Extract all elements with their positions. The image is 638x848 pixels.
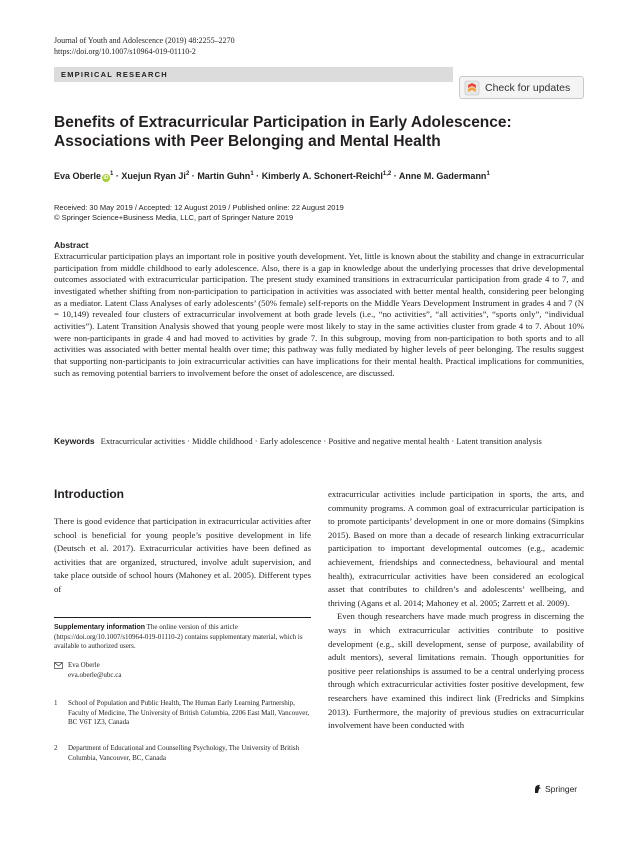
- title-line-1: Benefits of Extracurricular Participation in Early Adolescence:: [54, 114, 512, 131]
- author-name[interactable]: Kimberly A. Schonert-Reichl: [261, 171, 383, 181]
- article-title: [54, 113, 594, 151]
- abstract-heading: Abstract: [54, 240, 89, 250]
- intro-paragraph: extracurricular activities include participation in sports, the arts, and community programs. A common goal of extracurricular participation is to promote participants’ development in one or more domains (Simpkins 2015). Based on more than a decade of research linking extracurricular participation to important developmental outcomes (e.g., academic achievement, friendships and connectedness, behavioural and mental health), extracurricular activities have been considered an ecological asset that contributes to children’s and adolescents’ wellbeing, and thriving (Agans et al. 2014; Mahoney et al. 2005; Zarrett et al. 2009).: [328, 489, 584, 608]
- doi-link[interactable]: https://doi.org/10.1007/s10964-019-01110-2: [54, 47, 196, 56]
- check-for-updates-button[interactable]: [459, 76, 584, 99]
- introduction-heading: Introduction: [54, 487, 124, 501]
- author-separator: ·: [256, 171, 260, 181]
- supp-label: Supplementary information: [54, 624, 146, 631]
- author-affil: 1: [110, 171, 114, 177]
- author-separator: ·: [191, 171, 195, 181]
- affiliation-number: 2: [54, 744, 58, 752]
- publication-dates: [54, 203, 344, 223]
- intro-left-column: [54, 515, 311, 597]
- affiliation-number: 1: [54, 699, 58, 707]
- corresponding-author: [54, 661, 311, 680]
- author-list: [54, 168, 594, 182]
- journal-header: [54, 35, 235, 57]
- intro-right-column: [328, 488, 584, 733]
- intro-paragraph: There is good evidence that participation in extracurricular activities after school is beneficial for young people’s positive development in life (Deutsch et al. 2017). Extracurricular activities have been defined as activities that are organized, structured, involve adult supervision, and take place outside of school hours (Mahoney et al. 2005). Different types of: [54, 516, 311, 594]
- section-banner: EMPIRICAL RESEARCH: [54, 67, 453, 82]
- author-name[interactable]: Xuejun Ryan Ji: [121, 171, 186, 181]
- supplementary-note: [54, 623, 311, 652]
- author-affil: 1,2: [382, 171, 392, 177]
- author-affil: 1: [250, 171, 254, 177]
- author-separator: ·: [393, 171, 397, 181]
- title-line-2: Associations with Peer Belonging and Mental Health: [54, 133, 441, 150]
- intro-paragraph: Even though researchers have made much progress in discerning the ways in which extracurricular activities contribute to positive development (e.g., skill development, sense of purpose, availability of adult mentors), several limitations remain. Though opportunities for positive peer relationships is assumed to be a central underlying process through which extracurricular activities foster positive development, few researchers have examined this indirect link (Fredricks and Simpkins 2013). Furthermore, the majority of previous studies on extracurricular involvement have been conducted with: [328, 611, 584, 731]
- author-name[interactable]: Martin Guhn: [197, 171, 251, 181]
- keywords-text: Extracurricular activities · Middle childhood · Early adolescence · Positive and negative mental health · Latent transition analysis: [100, 436, 542, 446]
- journal-citation: Journal of Youth and Adolescence (2019) 48:2255–2270: [54, 36, 235, 45]
- corr-email[interactable]: eva.oberle@ubc.ca: [68, 670, 122, 679]
- springer-horse-icon: [533, 784, 542, 794]
- footnote-divider: [54, 617, 311, 618]
- check-for-updates-label: Check for updates: [485, 81, 571, 94]
- keywords: [54, 435, 584, 447]
- author-separator: ·: [115, 171, 119, 181]
- publisher-name: Springer: [545, 784, 578, 794]
- supp-text: The online version of this article (https://doi.org/10.1007/s10964-019-01110-2) contains supplementary material, which is available to authorized users.: [54, 623, 303, 650]
- affiliation: [54, 744, 311, 763]
- update-icon: [464, 80, 480, 96]
- author-name[interactable]: Anne M. Gadermann: [398, 171, 487, 181]
- orcid-icon[interactable]: iD: [103, 175, 109, 181]
- affiliation: [54, 699, 311, 728]
- abstract-text: Extracurricular participation plays an important role in positive youth development. Yet, little is known about the stability and change in extracurricular participation from middle childhood to early adolescence. Also, there is a gap in knowledge about the underlying processes that drive developmental outcomes associated with extracurricular participation. The present study examined transitions in extracurricular participation from grade 4 to 7, and investigated whether shifting from non-participation to participation in activities was associated with better mental health, considering peer belonging as a mediator. Latent Class Analyses of early adolescents’ (50% female) self-reports on the Middle Years Development Instrument in grades 4 and 7 (N = 10,149) revealed four clusters of extracurricular involvement at both grade levels (i.e., “no activities”, “all activities”, “sports only”, “individual activities”). Latent Transition Analysis showed that young people were most likely to stay in the same activities cluster from grade 4 to 7. About 10% were non-participants in grade 4 and had moved to activities by grade 7. In this subgroup, moving from non-participation to both sports and to all activities was associated with better mental health over time; this pathway was fully mediated by higher levels of peer belonging. The results suggest that supporting non-participants to join extracurricular activities can have implications for their mental health. Practical implications for communities, such as removing potential barriers to involvement before the onset of adolescence, are discussed.: [54, 251, 584, 378]
- corr-name: Eva Oberle: [68, 661, 100, 669]
- author-affil: 1: [486, 171, 490, 177]
- publisher-logo: [533, 784, 577, 794]
- dates-line: Received: 30 May 2019 / Accepted: 12 August 2019 / Published online: 22 August 2019: [54, 203, 344, 212]
- affiliation-text: Department of Educational and Counselling Psychology, The University of British Columbia, Vancouver, BC, Canada: [68, 744, 300, 762]
- author-affil: 2: [185, 171, 190, 177]
- keywords-label: Keywords: [54, 436, 95, 446]
- copyright-line: © Springer Science+Business Media, LLC, part of Springer Nature 2019: [54, 213, 294, 222]
- affiliation-text: School of Population and Public Health, The Human Early Learning Partnership, Faculty of Medicine, The University of British Columbia, 2206 East Mall, Vancouver, BC V6T 1Z3, Canada: [68, 699, 310, 726]
- author-name[interactable]: Eva Oberle: [54, 171, 102, 181]
- envelope-icon: [54, 662, 63, 669]
